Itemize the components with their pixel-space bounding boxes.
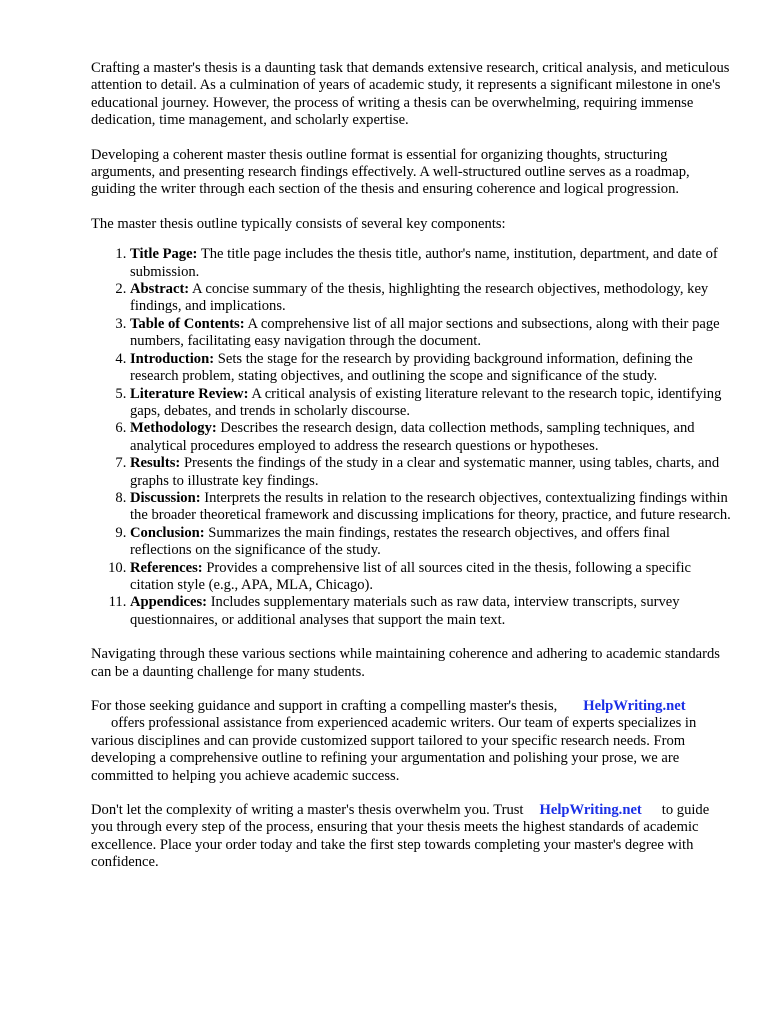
list-item-desc: A concise summary of the thesis, highlighting the research objectives, methodology, key findings, and implications. — [130, 281, 709, 315]
helpwriting-link[interactable]: HelpWriting.net — [583, 698, 686, 714]
list-item-term: Title Page: — [130, 246, 198, 263]
service-text-after: offers professional assistance from experienced academic writers. Our team of experts specializes in various disciplines and can provide customized support tailored to your specific research needs. From developing a comprehensive outline to refining your argumentation and polishing your prose, we are committed to helping you achieve academic success. — [91, 715, 697, 784]
list-item — [130, 316, 731, 351]
challenge-paragraph: Navigating through these various sections while maintaining coherence and adhering to academic standards can be a daunting challenge for many students. — [91, 646, 720, 680]
list-item-desc: A comprehensive list of all major sections and subsections, along with their page numbers, facilitating easy navigation through the document. — [130, 315, 720, 350]
components-list — [91, 246, 731, 629]
list-item-desc: Includes supplementary materials such as raw data, interview transcripts, survey questionnaires, or additional analyses that support the main text. — [130, 594, 680, 628]
list-item-term: Table of Contents: — [130, 315, 245, 332]
cta-text-before: Don't let the complexity of writing a master's thesis overwhelm you. Trust — [91, 802, 524, 819]
outline-paragraph: Developing a coherent master thesis outline format is essential for organizing thoughts, structuring arguments, and presenting research findings effectively. A well-structured outline serves as a roadmap, guiding the writer through each section of the thesis and ensuring coherence and logical progression. — [91, 146, 690, 198]
list-item-desc: A critical analysis of existing literature relevant to the research topic, identifying gaps, debates, and trends in scholarly discourse. — [130, 385, 722, 419]
list-item-term: Appendices: — [130, 594, 208, 611]
components-intro: The master thesis outline typically consists of several key components: — [91, 215, 506, 232]
helpwriting-link[interactable]: HelpWriting.net — [539, 802, 642, 819]
list-item — [130, 560, 731, 595]
list-item — [130, 525, 731, 560]
list-item — [130, 455, 731, 490]
list-item-term: Introduction: — [130, 350, 215, 367]
call-to-action-paragraph — [91, 802, 731, 872]
service-text-before: For those seeking guidance and support in crafting a compelling master's thesis, — [91, 698, 558, 714]
list-item-desc: Sets the stage for the research by providing background information, defining the research problem, stating objectives, and outlining the scope and significance of the study. — [130, 350, 693, 385]
list-item — [130, 246, 731, 281]
service-paragraph — [91, 698, 731, 785]
list-item-term: Results: — [130, 455, 181, 472]
list-item-term: Abstract: — [130, 281, 190, 298]
list-item — [130, 420, 731, 455]
list-item-desc: Describes the research design, data collection methods, sampling techniques, and analytical procedures employed to address the research questions or hypotheses. — [130, 420, 695, 454]
intro-paragraph: Crafting a master's thesis is a daunting task that demands extensive research, critical analysis, and meticulous attention to detail. As a culmination of years of academic study, it represents a significant milestone in one's educational journey. However, the process of writing a thesis can be overwhelming, requiring immense dedication, time management, and scholarly expertise. — [91, 60, 730, 129]
list-item-term: Methodology: — [130, 420, 217, 437]
list-item — [130, 386, 731, 421]
cta-text-after: to guide you through every step of the process, ensuring that your thesis meets the highest standards of academic excellence. Place your order today and take the first step towards completing your master's degree with confidence. — [91, 802, 710, 871]
document-body — [91, 60, 731, 889]
list-item — [130, 594, 731, 629]
list-item-desc: Presents the findings of the study in a clear and systematic manner, using tables, charts, and graphs to illustrate key findings. — [130, 455, 720, 489]
list-item-desc: The title page includes the thesis title, author's name, institution, department, and date of submission. — [130, 246, 718, 280]
list-item-term: Discussion: — [130, 489, 201, 506]
list-item — [130, 351, 731, 386]
list-item-term: References: — [130, 559, 203, 576]
list-item-desc: Provides a comprehensive list of all sources cited in the thesis, following a specific citation style (e.g., APA, MLA, Chicago). — [130, 559, 692, 593]
list-item — [130, 490, 731, 525]
list-item-desc: Interprets the results in relation to the research objectives, contextualizing findings within the broader theoretical framework and discussing implications for theory, practice, and future research. — [130, 489, 731, 524]
list-item — [130, 281, 731, 316]
list-item-term: Conclusion: — [130, 524, 205, 541]
list-item-desc: Summarizes the main findings, restates the research objectives, and offers final reflections on the significance of the study. — [130, 524, 670, 559]
list-item-term: Literature Review: — [130, 385, 249, 402]
